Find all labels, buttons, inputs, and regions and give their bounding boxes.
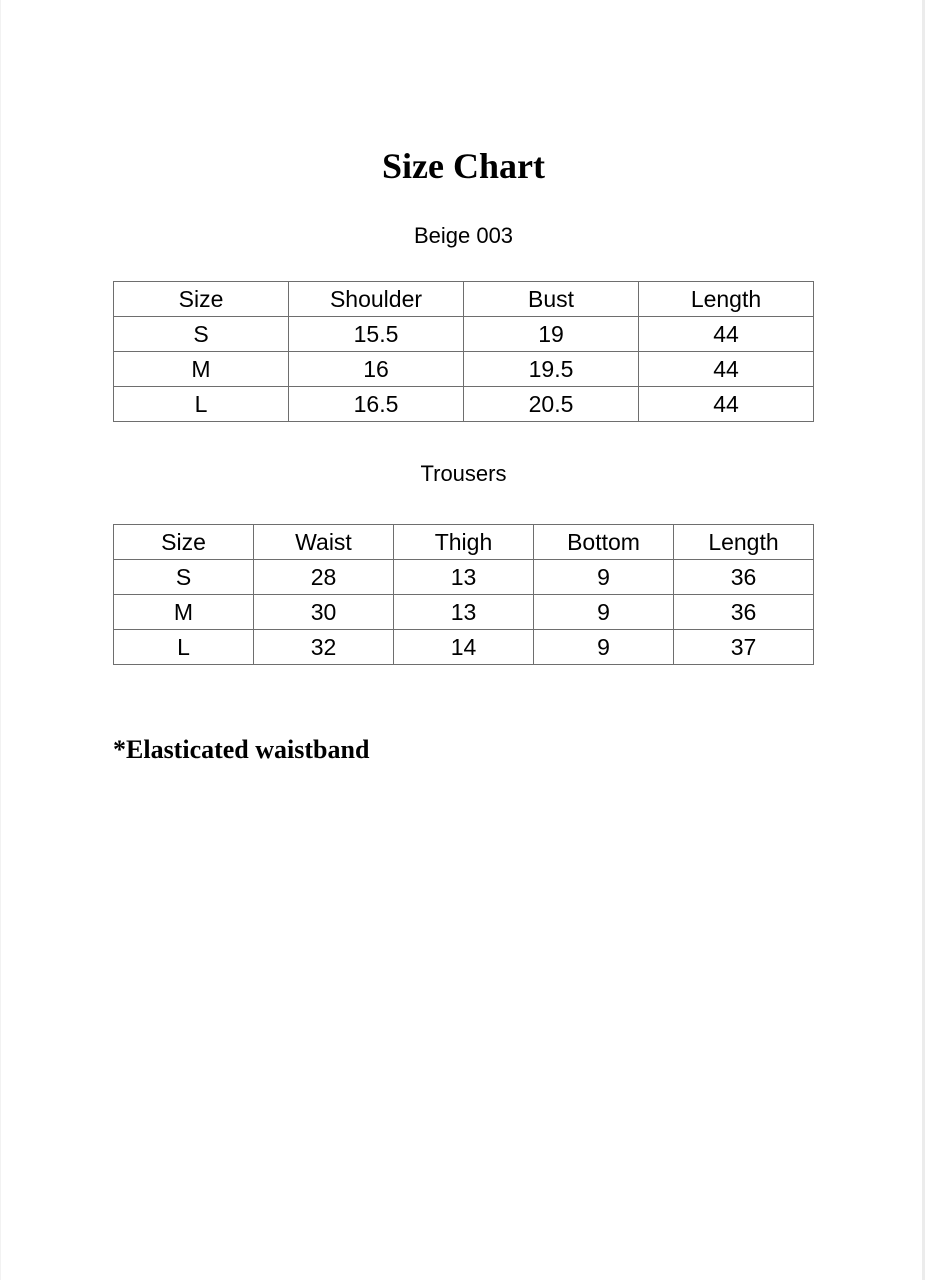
table-row <box>114 317 814 352</box>
trousers-size-table <box>113 524 814 665</box>
table-header-row <box>114 525 814 560</box>
table-cell: 28 <box>254 560 394 595</box>
table-cell: 16.5 <box>289 387 464 422</box>
column-header: Length <box>639 282 814 317</box>
table-cell: 44 <box>639 352 814 387</box>
table-cell: 15.5 <box>289 317 464 352</box>
page-title: Size Chart <box>382 146 545 186</box>
table-cell: 19 <box>464 317 639 352</box>
table-cell: M <box>114 595 254 630</box>
table-cell: 9 <box>534 595 674 630</box>
table-cell: 20.5 <box>464 387 639 422</box>
table-cell: 9 <box>534 560 674 595</box>
table-cell: 44 <box>639 387 814 422</box>
table-cell: L <box>114 387 289 422</box>
table-cell: M <box>114 352 289 387</box>
table-cell: 30 <box>254 595 394 630</box>
table-cell: 14 <box>394 630 534 665</box>
column-header: Waist <box>254 525 394 560</box>
table-row <box>114 387 814 422</box>
table-cell: 44 <box>639 317 814 352</box>
table-cell: 36 <box>674 560 814 595</box>
table-cell: 19.5 <box>464 352 639 387</box>
column-header: Size <box>114 282 289 317</box>
column-header: Bottom <box>534 525 674 560</box>
table-row <box>114 595 814 630</box>
top-table-heading: Beige 003 <box>413 223 514 248</box>
table-cell: 37 <box>674 630 814 665</box>
table-row <box>114 560 814 595</box>
table-cell: 13 <box>394 560 534 595</box>
trousers-table-heading: Trousers <box>420 461 507 486</box>
table-row <box>114 630 814 665</box>
table-cell: 16 <box>289 352 464 387</box>
table-cell: 36 <box>674 595 814 630</box>
column-header: Shoulder <box>289 282 464 317</box>
table-cell: 13 <box>394 595 534 630</box>
table-cell: S <box>114 560 254 595</box>
column-header: Size <box>114 525 254 560</box>
table-cell: 9 <box>534 630 674 665</box>
table-header-row <box>114 282 814 317</box>
table-cell: L <box>114 630 254 665</box>
table-cell: S <box>114 317 289 352</box>
top-size-table <box>113 281 814 422</box>
column-header: Thigh <box>394 525 534 560</box>
table-row <box>114 352 814 387</box>
column-header: Length <box>674 525 814 560</box>
column-header: Bust <box>464 282 639 317</box>
waistband-note: *Elasticated waistband <box>113 735 370 764</box>
table-cell: 32 <box>254 630 394 665</box>
